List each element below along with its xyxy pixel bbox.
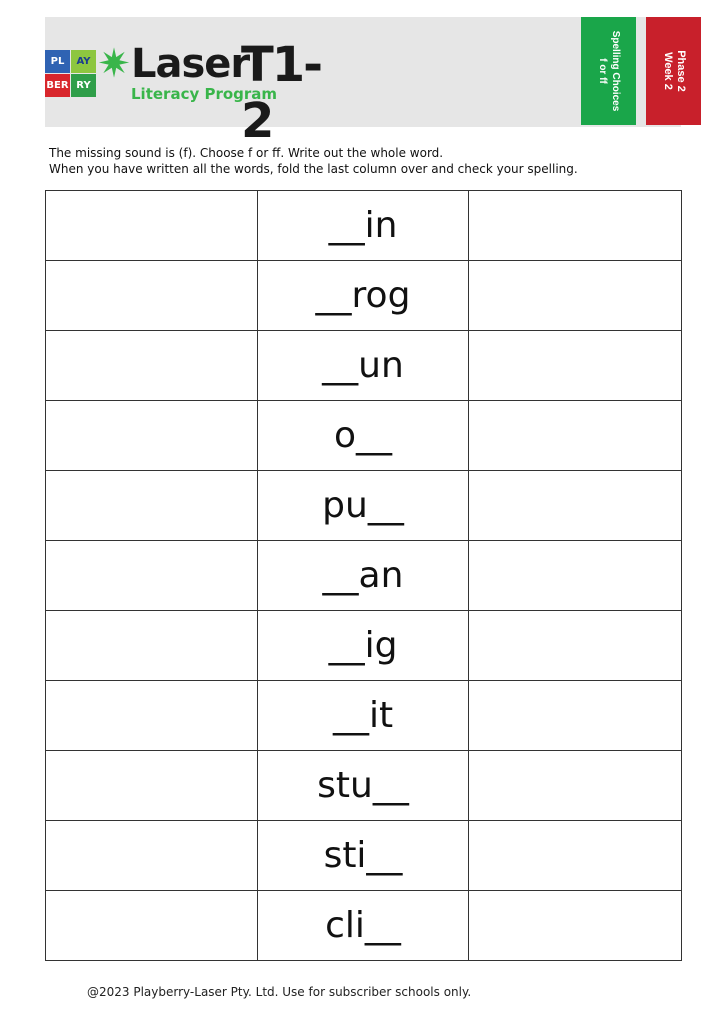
instruction-line-2: When you have written all the words, fold the last column over and check your spelling. [49, 162, 578, 176]
topic-tab-line2: f or ff [596, 58, 608, 84]
table-row [46, 891, 682, 961]
write-cell[interactable] [46, 191, 258, 261]
table-row [46, 471, 682, 541]
check-cell[interactable] [469, 261, 682, 331]
check-cell[interactable] [469, 681, 682, 751]
missing-letter-word: __ig [258, 611, 469, 681]
laser-star-icon: ✷ [97, 41, 131, 87]
puzzle-piece: RY [71, 74, 96, 97]
write-cell[interactable] [46, 471, 258, 541]
phase-tab [646, 17, 701, 125]
missing-letter-word: stu__ [258, 751, 469, 821]
puzzle-piece: AY [71, 50, 96, 73]
level-label: T1-2 [241, 37, 322, 149]
missing-letter-word: o__ [258, 401, 469, 471]
instruction-line-1: The missing sound is (f). Choose f or ff. Write out the whole word. [49, 146, 444, 160]
missing-letter-word: __rog [258, 261, 469, 331]
worksheet-header [45, 17, 687, 149]
check-cell[interactable] [469, 611, 682, 681]
write-cell[interactable] [46, 821, 258, 891]
check-cell[interactable] [469, 751, 682, 821]
table-row [46, 261, 682, 331]
instructions [49, 145, 578, 177]
brand-name: Laser [131, 41, 250, 87]
table-row [46, 681, 682, 751]
missing-letter-word: sti__ [258, 821, 469, 891]
check-cell[interactable] [469, 191, 682, 261]
write-cell[interactable] [46, 401, 258, 471]
write-cell[interactable] [46, 331, 258, 401]
write-cell[interactable] [46, 541, 258, 611]
missing-letter-word: __in [258, 191, 469, 261]
playberry-laser-logo [45, 37, 345, 149]
check-cell[interactable] [469, 331, 682, 401]
missing-letter-word: pu__ [258, 471, 469, 541]
spelling-table [45, 190, 682, 961]
table-row [46, 401, 682, 471]
phase-tab-line2: Week 2 [661, 52, 674, 90]
topic-tab-line1: Spelling Choices [609, 30, 621, 112]
write-cell[interactable] [46, 681, 258, 751]
table-row [46, 821, 682, 891]
write-cell[interactable] [46, 751, 258, 821]
table-row [46, 331, 682, 401]
check-cell[interactable] [469, 821, 682, 891]
puzzle-piece: PL [45, 50, 70, 73]
write-cell[interactable] [46, 261, 258, 331]
missing-letter-word: cli__ [258, 891, 469, 961]
puzzle-piece: BER [45, 74, 70, 97]
missing-letter-word: __an [258, 541, 469, 611]
table-row [46, 611, 682, 681]
table-row [46, 191, 682, 261]
check-cell[interactable] [469, 891, 682, 961]
table-row [46, 541, 682, 611]
table-row [46, 751, 682, 821]
write-cell[interactable] [46, 891, 258, 961]
topic-tab [581, 17, 636, 125]
missing-letter-word: __it [258, 681, 469, 751]
phase-tab-line1: Phase 2 [674, 50, 687, 92]
puzzle-icon [45, 50, 97, 98]
check-cell[interactable] [469, 471, 682, 541]
check-cell[interactable] [469, 401, 682, 471]
missing-letter-word: __un [258, 331, 469, 401]
write-cell[interactable] [46, 611, 258, 681]
copyright-footer: @2023 Playberry-Laser Pty. Ltd. Use for subscriber schools only. [87, 985, 472, 999]
check-cell[interactable] [469, 541, 682, 611]
program-name: Literacy Program [131, 85, 278, 103]
